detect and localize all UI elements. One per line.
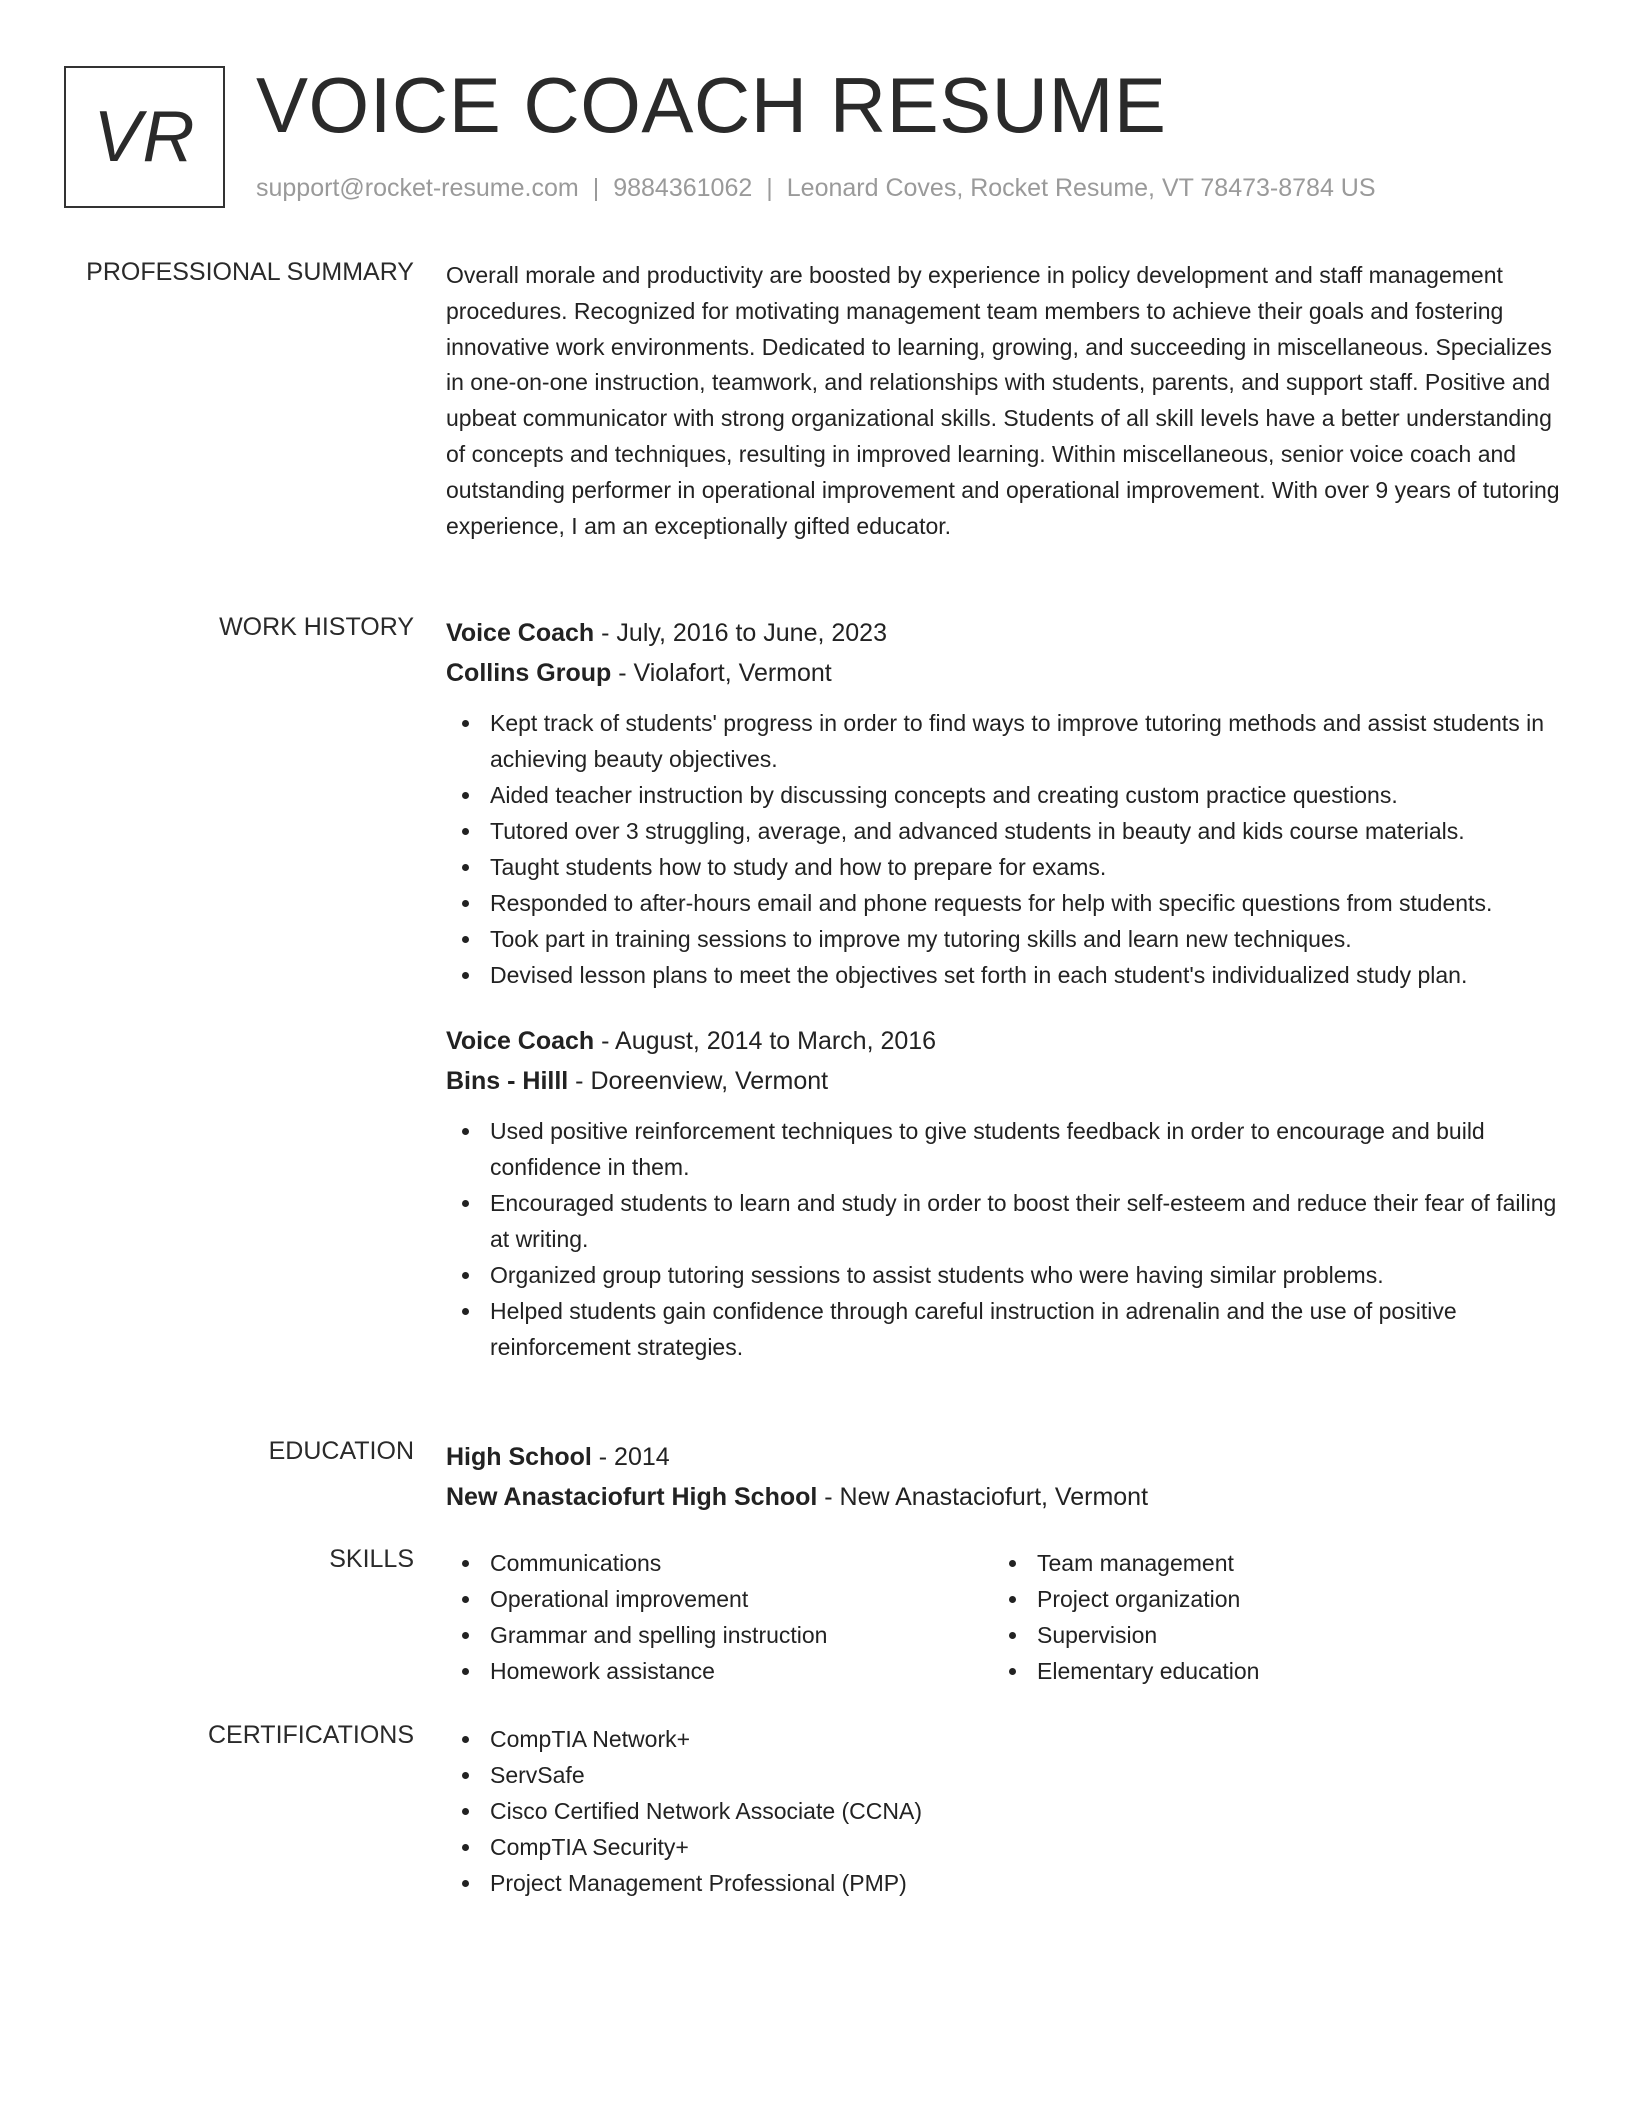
education-school: New Anastaciofurt High School [446,1483,818,1511]
skill-item: Grammar and spelling instruction [446,1617,993,1653]
skill-item: Supervision [993,1617,1540,1653]
resume-title: VOICE COACH RESUME [256,61,1167,149]
skills-column-2 [993,1545,1540,1689]
skill-item: Operational improvement [446,1581,993,1617]
skill-item: Elementary education [993,1653,1540,1689]
contact-separator: | [766,174,773,202]
skill-item: Team management [993,1545,1540,1581]
education-location: - New Anastaciofurt, Vermont [817,1483,1149,1511]
job-company: Bins - Hilll [446,1067,569,1095]
job-company: Collins Group [446,659,612,687]
job-dates: - August, 2014 to March, 2016 [594,1027,937,1055]
certification-item: ServSafe [446,1757,1562,1793]
education-year: - 2014 [591,1443,670,1471]
job-bullet: Taught students how to study and how to prepare for exams. [446,849,1562,885]
certifications-body [446,1721,1562,1901]
job-bullet: Tutored over 3 struggling, average, and advanced students in beauty and kids course materials. [446,813,1562,849]
job-bullets [446,705,1562,993]
certification-item: Cisco Certified Network Associate (CCNA) [446,1793,1562,1829]
monogram-badge [64,66,225,208]
job-company-line [446,653,1562,693]
skill-item: Communications [446,1545,993,1581]
job-bullet: Organized group tutoring sessions to assist students who were having similar problems. [446,1257,1562,1293]
certification-item: CompTIA Security+ [446,1829,1562,1865]
skill-item: Project organization [993,1581,1540,1617]
contact-phone[interactable]: 9884361062 [613,174,753,202]
monogram-initials: VR [93,97,196,177]
job-title-line [446,613,1562,653]
work-history-body [446,613,1562,1365]
skills-body [446,1545,1562,1689]
job-bullet: Kept track of students' progress in order to find ways to improve tutoring methods and assist students in achieving beauty objectives. [446,705,1562,777]
job-entry [446,613,1562,993]
resume-header [64,61,1564,208]
education-degree: High School [446,1443,592,1471]
job-bullet: Responded to after-hours email and phone requests for help with specific questions from students. [446,885,1562,921]
certifications-label: CERTIFICATIONS [207,1721,414,1749]
job-location: - Violafort, Vermont [611,659,832,687]
contact-line [256,174,1376,203]
education-school-line [446,1477,1562,1517]
summary-label: PROFESSIONAL SUMMARY [86,258,414,286]
education-degree-line [446,1437,1562,1477]
job-bullet: Encouraged students to learn and study in order to boost their self-esteem and reduce their fear of failing at writing. [446,1185,1562,1257]
certification-item: Project Management Professional (PMP) [446,1865,1562,1901]
skills-label: SKILLS [329,1545,414,1573]
education-label: EDUCATION [268,1437,414,1465]
job-bullet: Took part in training sessions to improve my tutoring skills and learn new techniques. [446,921,1562,957]
work-history-label: WORK HISTORY [219,613,414,641]
job-bullet: Devised lesson plans to meet the objectives set forth in each student's individualized study plan. [446,957,1562,993]
job-bullets [446,1113,1562,1365]
job-entry [446,1021,1562,1365]
job-company-line [446,1061,1562,1101]
summary-text: Overall morale and productivity are boosted by experience in policy development and staff management procedures. Recognized for motivating management team members to achieve their goals and fostering innovative work environments. Dedicated to learning, growing, and succeeding in miscellaneous. Specializes in one-on-one instruction, teamwork, and relationships with students, parents, and support staff. Positive and upbeat communicator with strong organizational skills. Students of all skill levels have a better understanding of concepts and techniques, resulting in improved learning. Within miscellaneous, senior voice coach and outstanding performer in operational improvement and operational improvement. With over 9 years of tutoring experience, I am an exceptionally gifted educator. [446,262,1560,539]
education-body [446,1437,1562,1517]
certifications-list [446,1721,1562,1901]
job-bullet: Aided teacher instruction by discussing concepts and creating custom practice questions. [446,777,1562,813]
skill-item: Homework assistance [446,1653,993,1689]
certification-item: CompTIA Network+ [446,1721,1562,1757]
contact-separator: | [592,174,600,202]
skills-grid [446,1545,1562,1689]
job-bullet: Used positive reinforcement techniques to give students feedback in order to encourage and build confidence in them. [446,1113,1562,1185]
job-title-line [446,1021,1562,1061]
job-bullet: Helped students gain confidence through careful instruction in adrenalin and the use of positive reinforcement strategies. [446,1293,1562,1365]
skills-column-1 [446,1545,993,1689]
job-title: Voice Coach [446,619,595,647]
contact-address: Leonard Coves, Rocket Resume, VT 78473-8784 US [786,174,1376,202]
job-location: - Doreenview, Vermont [568,1067,829,1095]
job-title: Voice Coach [446,1027,595,1055]
job-dates: - July, 2016 to June, 2023 [594,619,887,647]
contact-email[interactable]: support@rocket-resume.com [256,174,579,202]
